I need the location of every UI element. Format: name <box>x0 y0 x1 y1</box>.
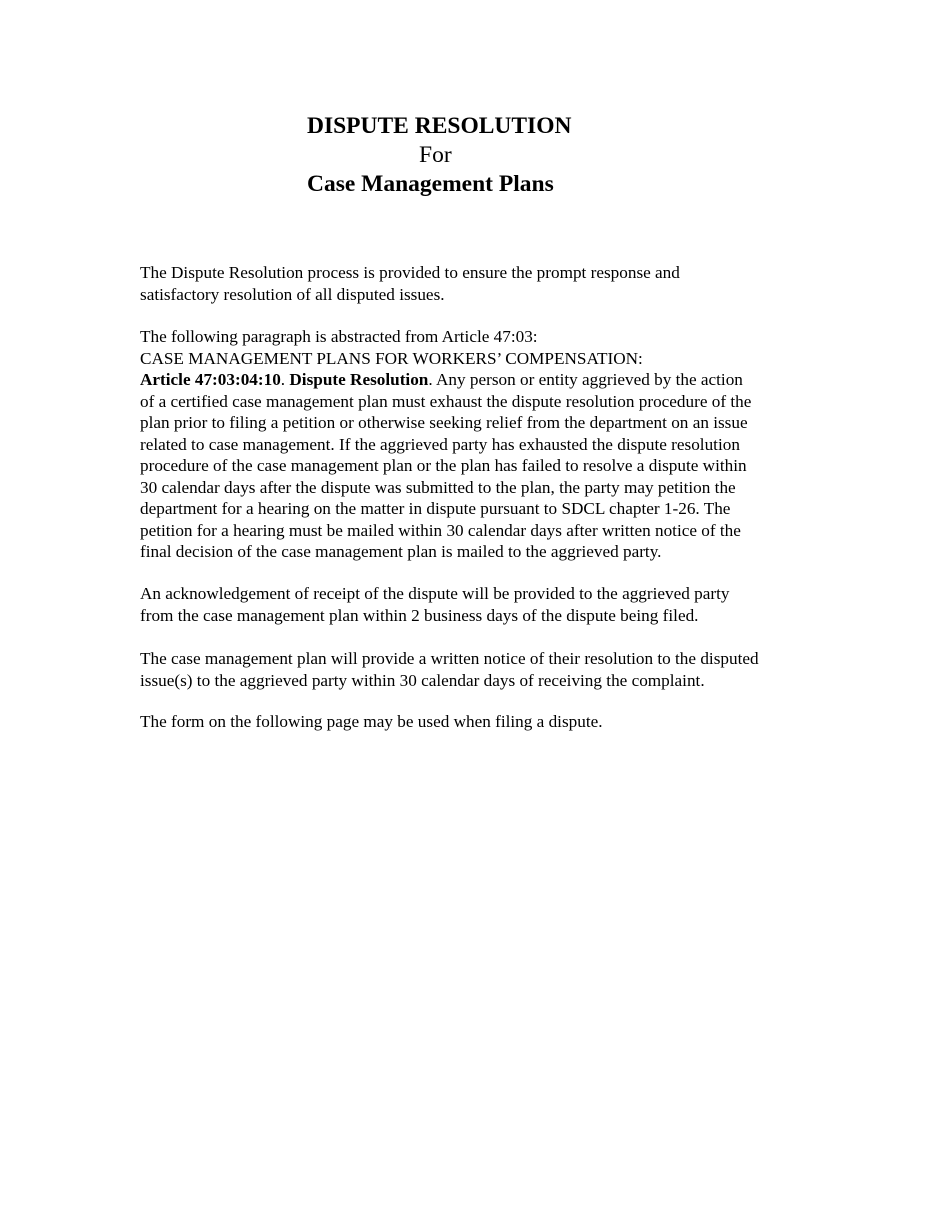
abstract-source-line: The following paragraph is abstracted from Article 47:03: <box>140 327 538 346</box>
notice-line: The case management plan will provide a written notice of their resolution to the disputed <box>140 649 759 668</box>
acknowledgement-line: from the case management plan within 2 business days of the dispute being filed. <box>140 605 699 625</box>
form-note-line: The form on the following page may be used when filing a dispute. <box>140 712 603 731</box>
article-heading: Dispute Resolution <box>289 370 429 389</box>
document-title-block <box>307 112 637 199</box>
document-title: DISPUTE RESOLUTION <box>307 113 572 139</box>
article-first-rest: . Any person or entity aggrieved by the action <box>428 370 743 389</box>
acknowledgement-paragraph <box>140 583 830 626</box>
article-number: Article 47:03:04:10 <box>140 370 281 389</box>
intro-line: The Dispute Resolution process is provided to ensure the prompt response and <box>140 263 680 282</box>
document-subtitle: Case Management Plans <box>307 171 554 197</box>
article-separator: . <box>280 370 290 389</box>
article-line: procedure of the case management plan or the plan has failed to resolve a dispute within <box>140 456 747 475</box>
abstract-heading-line: CASE MANAGEMENT PLANS FOR WORKERS’ COMPENSATION: <box>140 348 643 368</box>
article-line: petition for a hearing must be mailed within 30 calendar days after written notice of the <box>140 520 741 540</box>
form-note-paragraph <box>140 711 830 733</box>
article-line: related to case management. If the aggrieved party has exhausted the dispute resolution <box>140 434 740 454</box>
intro-paragraph <box>140 262 830 305</box>
article-first-line <box>140 369 830 391</box>
acknowledgement-line: An acknowledgement of receipt of the dispute will be provided to the aggrieved party <box>140 584 730 603</box>
article-line: of a certified case management plan must exhaust the dispute resolution procedure of the <box>140 391 752 411</box>
article-line: 30 calendar days after the dispute was submitted to the plan, the party may petition the <box>140 477 736 497</box>
notice-paragraph <box>140 648 830 691</box>
article-line: department for a hearing on the matter in dispute pursuant to SDCL chapter 1-26. The <box>140 499 731 518</box>
article-paragraph <box>140 326 830 563</box>
title-connector: For <box>419 142 452 168</box>
notice-line: issue(s) to the aggrieved party within 30 calendar days of receiving the complaint. <box>140 670 705 690</box>
article-line: plan prior to filing a petition or otherwise seeking relief from the department on an issue <box>140 413 748 432</box>
intro-line: satisfactory resolution of all disputed issues. <box>140 284 445 304</box>
article-line: final decision of the case management plan is mailed to the aggrieved party. <box>140 542 662 561</box>
